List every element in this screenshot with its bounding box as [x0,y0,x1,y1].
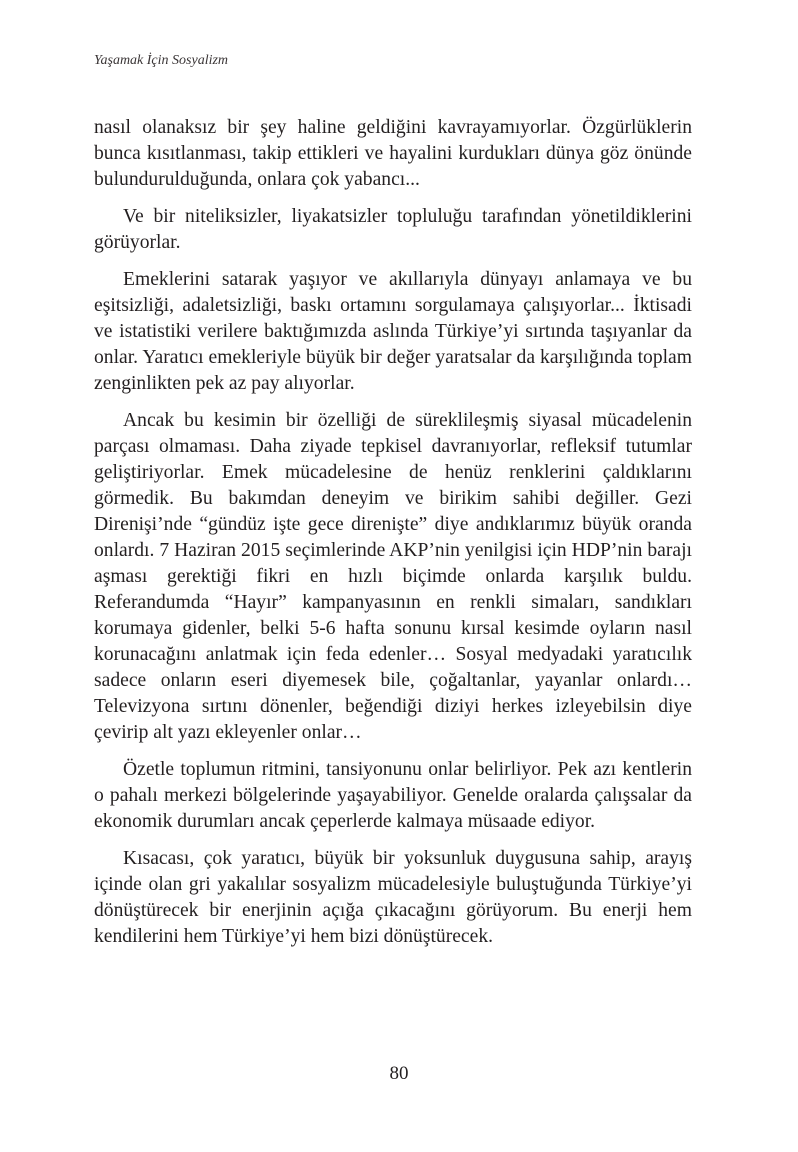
paragraph: Ancak bu kesimin bir özelliği de süreklileşmiş siyasal mücadelenin parçası olmaması. Daha ziyade tepkisel davranıyorlar, refleksif tutumlar geliştiriyorlar. Emek mücadelesine de henüz renklerini çaldıklarını görmedik. Bu bakımdan deneyim ve birikim sahibi değiller. Gezi Direnişi’nde “gündüz işte gece direnişte” diye andıklarımız büyük oranda onlardı. 7 Haziran 2015 seçimlerinde AKP’nin yenilgisi için HDP’nin barajı aşması gerektiği fikri en hızlı biçimde onlarda karşılık buldu. Referandumda “Hayır” kampanyasının en renkli simaları, sandıkları korumaya gidenler, belki 5-6 hafta sonunu kırsal kesimde oyların nasıl korunacağını anlatmak için feda edenler… Sosyal medyadaki yaratıcılık sadece onların eseri diyemesek bile, çoğaltanlar, yayanlar onlardı… Televizyona sırtını dönenler, beğendiği diziyi herkes izleyebilsin diye çevirip alt yazı ekleyenler onlar… [94,410,692,743]
page-number: 80 [389,1063,409,1084]
body-text [94,115,692,961]
paragraph: Ve bir niteliksizler, liyakatsizler topluluğu tarafından yönetildiklerini görüyorlar. [94,206,692,253]
running-head-title: Yaşamak İçin Sosyalizm [94,53,229,68]
paragraph: Emeklerini satarak yaşıyor ve akıllarıyla dünyayı anlamaya ve bu eşitsizliği, adaletsizliği, baskı ortamını sorgulamaya çalışıyorlar... İktisadi ve istatistiki verilere baktığımızda aslında Türkiye’yi sırtında taşıyanlar da onlar. Yaratıcı emekleriyle büyük bir değer yaratsalar da karşılığında toplam zenginlikten pek az pay alıyorlar. [94,269,692,394]
paragraph: nasıl olanaksız bir şey haline geldiğini kavrayamıyorlar. Özgürlüklerin bunca kısıtlanması, takip ettikleri ve hayalini kurdukları dünya göz önünde bulundurulduğunda, onlara çok yabancı... [94,117,692,190]
paragraph: Özetle toplumun ritmini, tansiyonunu onlar belirliyor. Pek azı kentlerin o pahalı merkezi bölgelerinde yaşayabiliyor. Genelde oralarda çalışsalar da ekonomik durumları ancak çeperlerde kalmaya müsaade ediyor. [94,759,692,832]
paragraph: Kısacası, çok yaratıcı, büyük bir yoksunluk duygusuna sahip, arayış içinde olan gri yakalılar sosyalizm mücadelesiyle buluştuğunda Türkiye’yi dönüştürecek bir enerjinin açığa çıkacağını görüyorum. Bu enerji hem kendilerini hem Türkiye’yi hem bizi dönüştürecek. [94,848,692,947]
